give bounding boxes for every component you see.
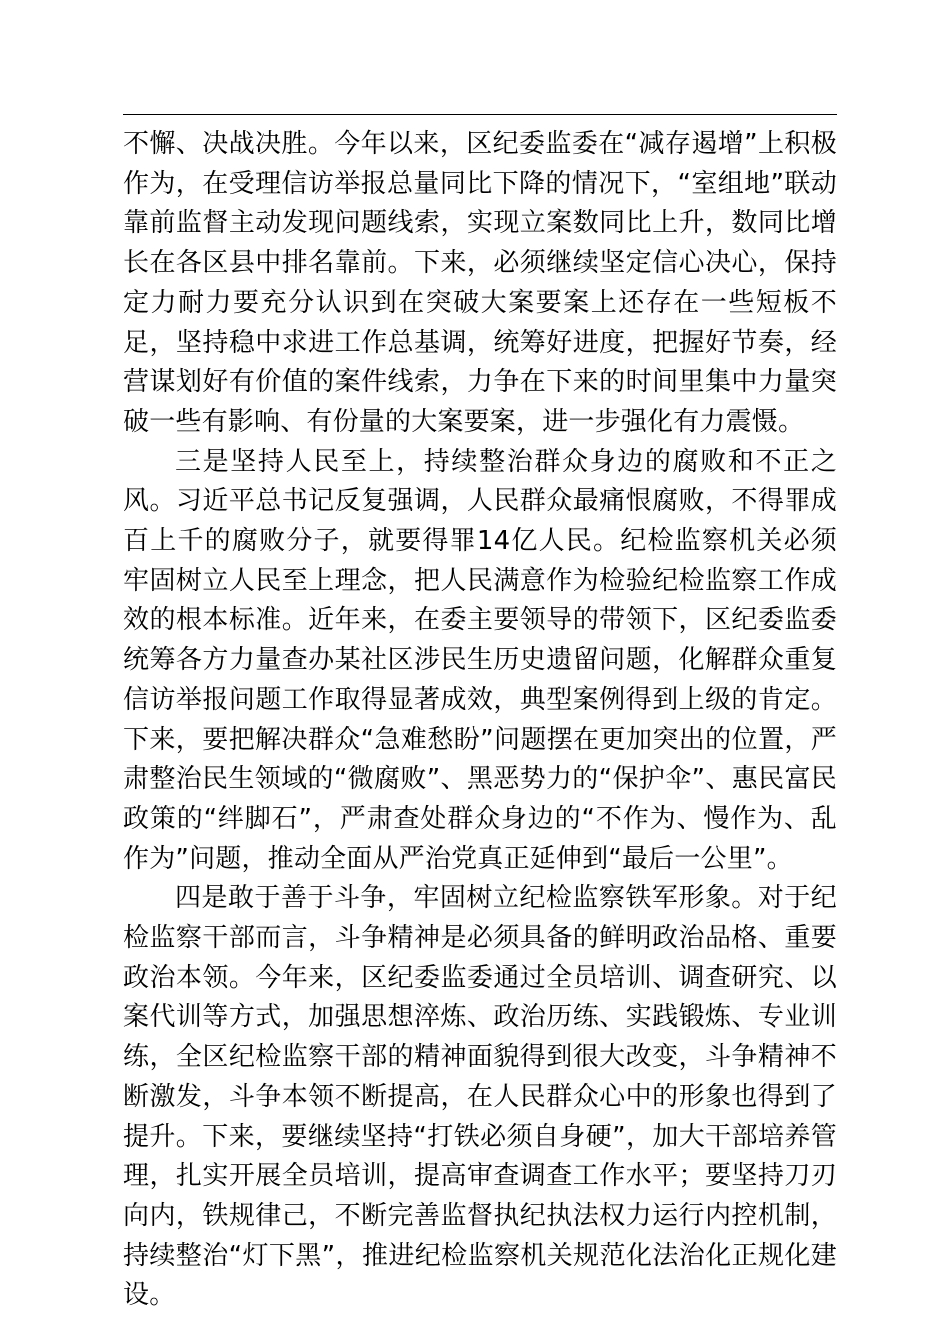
document-body <box>123 125 837 1316</box>
header-rule <box>123 114 837 115</box>
paragraph-3: 四是敢于善于斗争，牢固树立纪检监察铁军形象。对于纪检监察干部而言，斗争精神是必须具备的鲜明政治品格、重要政治本领。今年来，区纪委监委通过全员培训、调查研究、以案代训等方式，加强思想淬炼、政治历练、实践锻炼、专业训练，全区纪检监察干部的精神面貌得到很大改变，斗争精神不断激发，斗争本领不断提高，在人民群众心中的形象也得到了提升。下来，要继续坚持“打铁必须自身硬”，加大干部培养管理，扎实开展全员培训，提高审查调查工作水平；要坚持刀刃向内，铁规律己，不断完善监督执纪执法权力运行内控机制，持续整治“灯下黑”，推进纪检监察机关规范化法治化正规化建设。 <box>123 883 837 1311</box>
paragraph-2: 三是坚持人民至上，持续整治群众身边的腐败和不正之风。习近平总书记反复强调，人民群众最痛恨腐败，不得罪成百上千的腐败分子，就要得罪14亿人民。纪检监察机关必须牢固树立人民至上理念，把人民满意作为检验纪检监察工作成效的根本标准。近年来，在委主要领导的带领下，区纪委监委统筹各方力量查办某社区涉民生历史遗留问题，化解群众重复信访举报问题工作取得显著成效，典型案例得到上级的肯定。下来，要把解决群众“急难愁盼”问题摆在更加突出的位置，严肃整治民生领域的“微腐败”、黑恶势力的“保护伞”、惠民富民政策的“绊脚石”，严肃查处群众身边的“不作为、慢作为、乱作为”问题，推动全面从严治党真正延伸到“最后一公里”。 <box>123 446 837 874</box>
paragraph-1: 不懈、决战决胜。今年以来，区纪委监委在“减存遏增”上积极作为，在受理信访举报总量同比下降的情况下，“室组地”联动靠前监督主动发现问题线索，实现立案数同比上升，数同比增长在各区县中排名靠前。下来，必须继续坚定信心决心，保持定力耐力要充分认识到在突破大案要案上还存在一些短板不足，坚持稳中求进工作总基调，统筹好进度，把握好节奏，经营谋划好有价值的案件线索，力争在下来的时间里集中力量突破一些有影响、有份量的大案要案，进一步强化有力震慑。 <box>123 129 837 437</box>
